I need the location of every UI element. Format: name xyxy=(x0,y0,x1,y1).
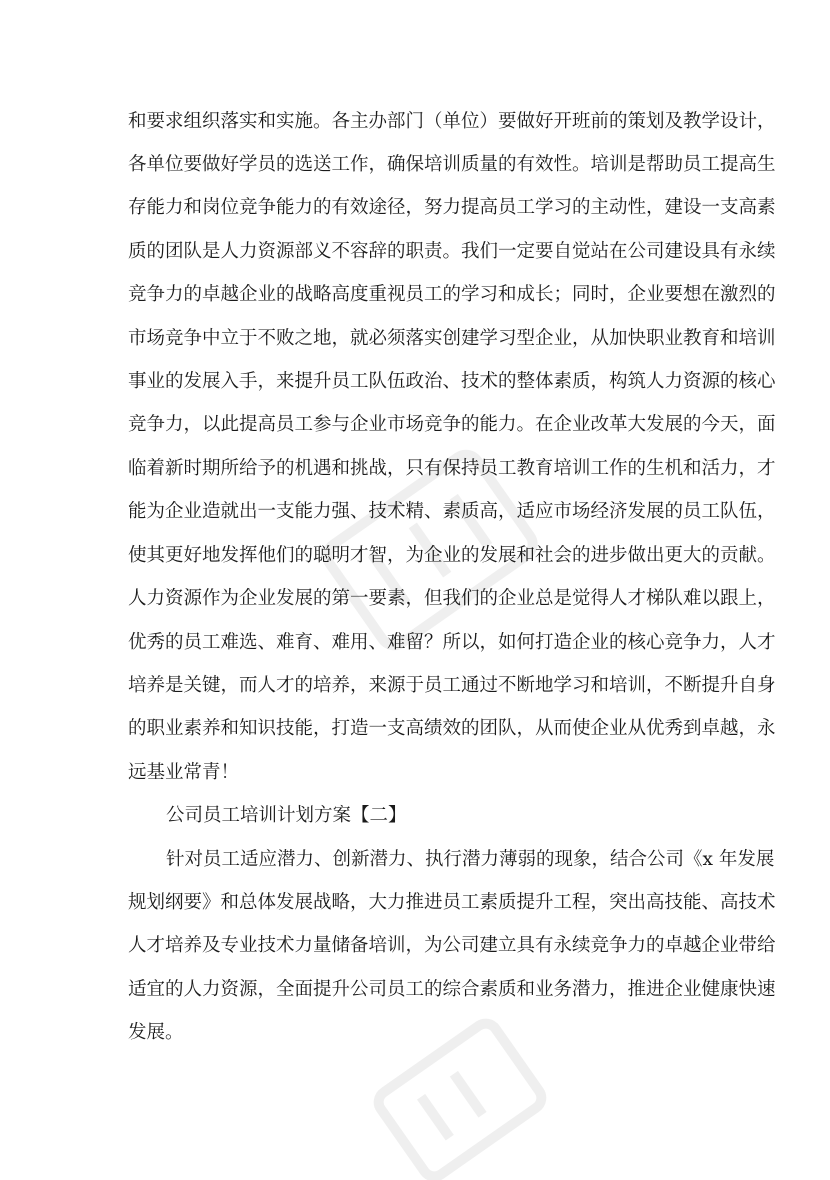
body-line: 发展。 xyxy=(128,1022,184,1043)
body-line: 临着新时期所给予的机遇和挑战，只有保持员工教育培训工作的生机和活力，才 xyxy=(128,458,776,479)
body-line: 人力资源作为企业发展的第一要素，但我们的企业总是觉得人才梯队难以跟上， xyxy=(128,588,776,609)
body-line: 竞争力的卓越企业的战略高度重视员工的学习和成长；同时，企业要想在激烈的 xyxy=(128,284,776,305)
body-line: 针对员工适应潜力、创新潜力、执行潜力薄弱的现象，结合公司《x 年发展 xyxy=(166,849,775,870)
body-line: 能为企业造就出一支能力强、技术精、素质高，适应市场经济发展的员工队伍， xyxy=(128,501,776,522)
body-line: 规划纲要》和总体发展战略，大力推进员工素质提升工程，突出高技能、高技术 xyxy=(128,892,776,913)
body-line: 培养是关键，而人才的培养，来源于员工通过不断地学习和培训，不断提升自身 xyxy=(128,675,776,696)
section-heading: 公司员工培训计划方案【二】 xyxy=(166,805,407,826)
body-line: 质的团队是人力资源部义不容辞的职责。我们一定要自觉站在公司建设具有永续 xyxy=(128,241,776,262)
body-line: 事业的发展入手，来提升员工队伍政治、技术的整体素质，构筑人力资源的核心 xyxy=(128,371,776,392)
body-line: 使其更好地发挥他们的聪明才智，为企业的发展和社会的进步做出更大的贡献。 xyxy=(128,545,776,566)
body-line: 远基业常青！ xyxy=(128,762,240,783)
body-line: 各单位要做好学员的选送工作，确保培训质量的有效性。培训是帮助员工提高生 xyxy=(128,154,776,175)
body-line: 和要求组织落实和实施。各主办部门（单位）要做好开班前的策划及教学设计， xyxy=(128,111,776,132)
body-line: 优秀的员工难选、难育、难用、难留？所以，如何打造企业的核心竞争力，人才 xyxy=(128,632,776,653)
body-line: 竞争力，以此提高员工参与企业市场竞争的能力。在企业改革大发展的今天，面 xyxy=(128,414,776,435)
body-line: 适宜的人力资源，全面提升公司员工的综合素质和业务潜力，推进企业健康快速 xyxy=(128,979,776,1000)
body-line: 存能力和岗位竞争能力的有效途径，努力提高员工学习的主动性，建设一支高素 xyxy=(128,197,776,218)
body-line: 人才培养及专业技术力量储备培训，为公司建立具有永续竞争力的卓越企业带给 xyxy=(128,935,776,956)
body-line: 的职业素养和知识技能，打造一支高绩效的团队，从而使企业从优秀到卓越，永 xyxy=(128,718,776,739)
body-line: 市场竞争中立于不败之地，就必须落实创建学习型企业，从加快职业教育和培训 xyxy=(128,328,776,349)
